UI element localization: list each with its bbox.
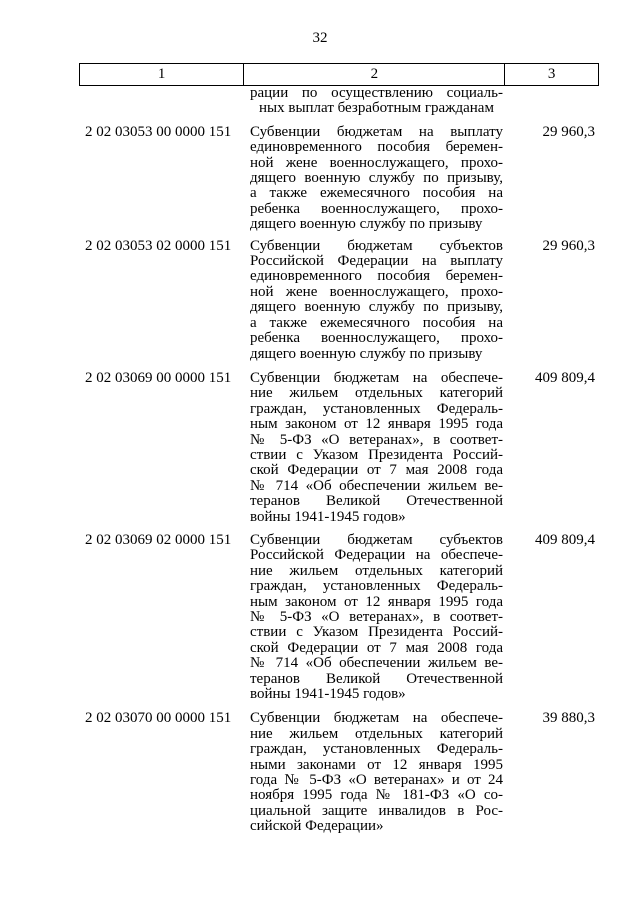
description [250,371,505,525]
description-line: рации по осуществлению социаль- [250,85,503,101]
amount [505,86,599,117]
description [250,125,505,233]
description-line: циальной защите инвалидов в Рос- [250,802,503,819]
description-line: граждан, установленных Федераль- [250,578,503,595]
description-line: войны 1941-1945 годов» [250,508,406,525]
description [250,711,505,834]
amount: 29 960,3 [542,123,595,140]
amount: 29 960,3 [542,237,595,254]
page-number: 32 [312,30,328,46]
description-line: теранов Великой Отечественной [250,493,503,510]
description-line: Российской Федерации на выплату [250,253,503,270]
description-line: сийской Федерации» [250,818,384,835]
description-line: а также ежемесячного пособия на [250,314,503,331]
table-row [79,371,599,525]
description-line: Российской Федерации на обеспече- [250,547,503,564]
table-row [79,533,599,702]
description-line: ской Федерации от 7 мая 2008 года [250,462,503,479]
description-line: ребенка военнослужащего, прохо- [250,200,503,217]
table-row [79,86,599,117]
description-line: дящего военную службу по призыву [250,216,483,233]
header-col-2: 2 [244,64,505,85]
description-line: единовременного пособия беремен- [250,139,503,156]
table-row [79,125,599,233]
table-row [79,711,599,834]
budget-code: 2 02 03069 00 0000 151 [85,369,232,386]
description-line: дящего военную службу по призыву [250,345,483,362]
amount: 409 809,4 [535,531,595,548]
description-line: Субвенции бюджетам субъектов [250,237,503,254]
description-line: ствии с Указом Президента Россий- [250,446,503,463]
header-col-3: 3 [547,66,556,82]
budget-code: 2 02 03070 00 0000 151 [85,710,232,727]
description-line: дящего военную службу по призыву, [250,299,503,316]
description-line: № 5-ФЗ «О ветеранах», в соответ- [250,609,503,625]
amount: 39 880,3 [542,710,595,727]
description-line: ных выплат безработным гражданам [259,100,494,117]
table-row [79,239,599,362]
description [250,533,505,702]
description-line: ствии с Указом Президента Россий- [250,624,503,641]
description-line: ными законами от 12 января 1995 [250,756,503,773]
description-line: ной жене военнослужащего, прохо- [250,283,503,300]
description [250,239,505,362]
description-line: граждан, установленных Федераль- [250,741,503,758]
description-line: № 714 «Об обеспечении жильем ве- [250,477,503,494]
table-header [79,63,599,86]
description-line: ние жильем отдельных категорий [250,725,503,742]
description-line: ным законом от 12 января 1995 года [250,593,503,610]
description-line: а также ежемесячного пособия на [250,185,503,202]
table-body [79,86,599,835]
description [250,86,505,117]
description-line: ным законом от 12 января 1995 года [250,416,503,433]
description-line: граждан, установленных Федераль- [250,400,503,417]
description-line: войны 1941-1945 годов» [250,686,406,703]
budget-code: 2 02 03069 02 0000 151 [85,531,232,548]
description-line: № 714 «Об обеспечении жильем ве- [250,655,503,672]
description-line: № 5-ФЗ «О ветеранах», в соответ- [250,431,503,448]
budget-code [79,86,244,117]
description-line: ной жене военнослужащего, прохо- [250,154,503,171]
description-line: года № 5-ФЗ «О ветеранах» и от 24 [250,772,503,789]
description-line: дящего военную службу по призыву, [250,170,503,187]
amount: 409 809,4 [535,369,595,386]
description-line: Субвенции бюджетам субъектов [250,531,503,548]
description-line: ребенка военнослужащего, прохо- [250,330,503,347]
description-line: ние жильем отдельных категорий [250,562,503,579]
budget-code: 2 02 03053 00 0000 151 [85,123,232,140]
description-line: единовременного пособия беремен- [250,268,503,285]
header-col-1: 1 [80,64,244,85]
budget-code: 2 02 03053 02 0000 151 [85,237,232,254]
description-line: Субвенции бюджетам на обеспече- [250,710,503,727]
description-line: ской Федерации от 7 мая 2008 года [250,639,503,656]
description-line: теранов Великой Отечественной [250,670,503,687]
description-line: ние жильем отдельных категорий [250,385,503,402]
description-line: ноября 1995 года № 181-ФЗ «О со- [250,787,503,804]
description-line: Субвенции бюджетам на обеспече- [250,369,503,386]
description-line: Субвенции бюджетам на выплату [250,123,503,140]
